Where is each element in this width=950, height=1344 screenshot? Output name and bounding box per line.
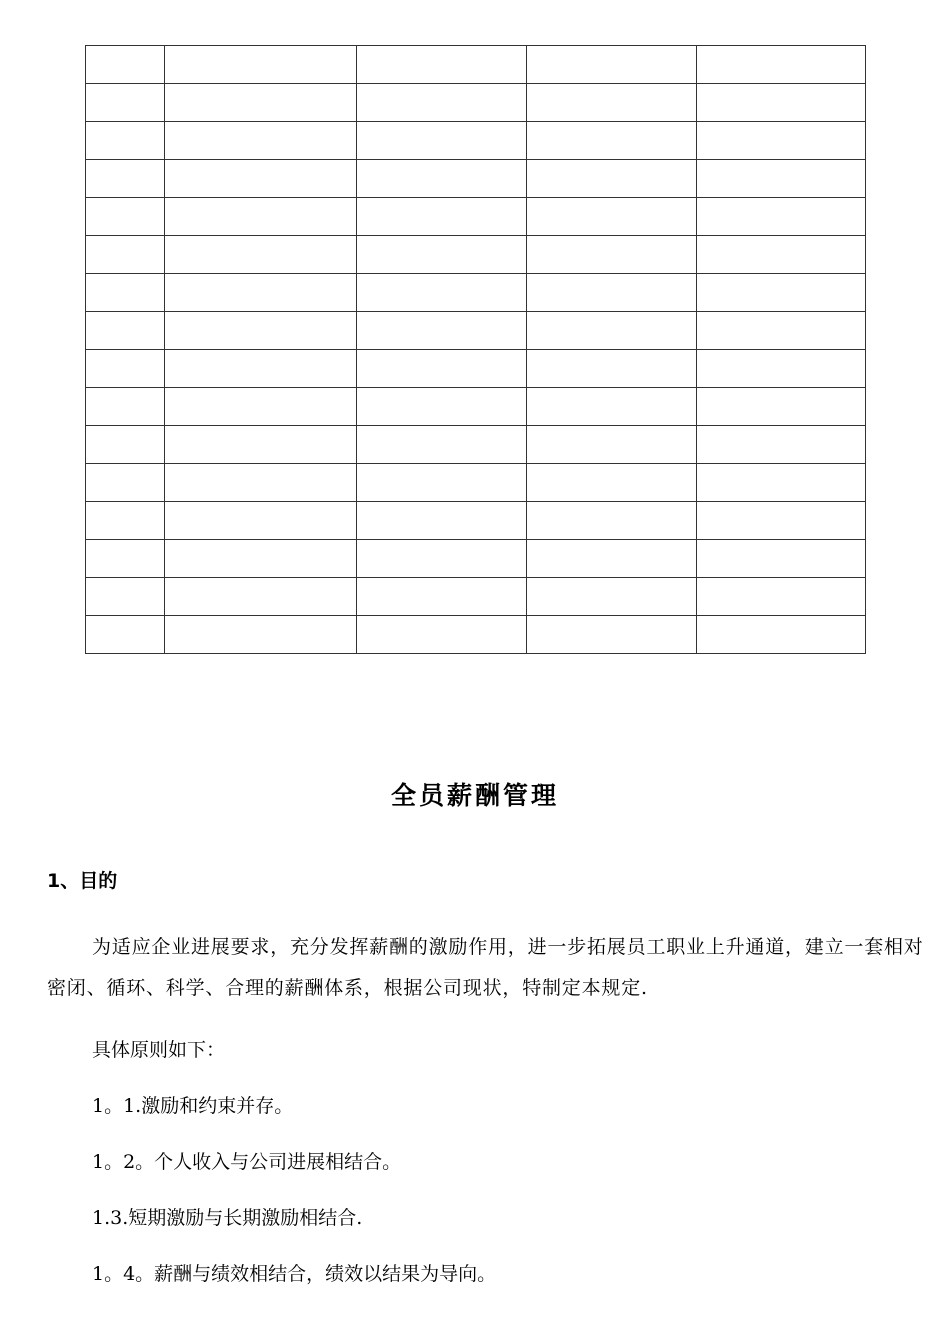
- table-row: [86, 160, 866, 198]
- table-cell: [86, 350, 165, 388]
- table-cell: [357, 388, 527, 426]
- table-cell: [86, 388, 165, 426]
- principle-item-2: 1。2。个人收入与公司进展相结合。: [92, 1151, 402, 1173]
- table-cell: [697, 312, 866, 350]
- table-row: [86, 122, 866, 160]
- table-cell: [86, 236, 165, 274]
- table-row: [86, 540, 866, 578]
- table-row: [86, 578, 866, 616]
- table-cell: [527, 388, 697, 426]
- table-cell: [697, 160, 866, 198]
- table-cell: [527, 350, 697, 388]
- table-cell: [357, 464, 527, 502]
- table-cell: [527, 312, 697, 350]
- table-cell: [527, 578, 697, 616]
- table-cell: [165, 426, 357, 464]
- table-row: [86, 616, 866, 654]
- table-row: [86, 388, 866, 426]
- principle-item-1: 1。1.激励和约束并存。: [92, 1095, 294, 1117]
- table-cell: [697, 540, 866, 578]
- section-heading-purpose: 1、目的: [47, 870, 118, 892]
- table-cell: [86, 464, 165, 502]
- blank-grid-body: [86, 46, 866, 654]
- table-cell: [86, 426, 165, 464]
- principle-item-4: 1。4。薪酬与绩效相结合，绩效以结果为导向。: [92, 1263, 497, 1285]
- table-cell: [527, 616, 697, 654]
- table-cell: [527, 198, 697, 236]
- document-title: 全员薪酬管理: [390, 781, 559, 810]
- table-cell: [357, 616, 527, 654]
- table-cell: [697, 578, 866, 616]
- table-cell: [527, 502, 697, 540]
- table-cell: [697, 274, 866, 312]
- table-cell: [697, 502, 866, 540]
- table-cell: [165, 84, 357, 122]
- table-cell: [527, 274, 697, 312]
- table-cell: [697, 84, 866, 122]
- table-cell: [527, 46, 697, 84]
- table-cell: [357, 198, 527, 236]
- table-cell: [357, 84, 527, 122]
- table-cell: [697, 388, 866, 426]
- table-row: [86, 274, 866, 312]
- table-cell: [527, 122, 697, 160]
- table-cell: [86, 540, 165, 578]
- table-cell: [357, 122, 527, 160]
- table-row: [86, 236, 866, 274]
- table-cell: [357, 274, 527, 312]
- table-row: [86, 84, 866, 122]
- table-cell: [357, 502, 527, 540]
- table-cell: [697, 464, 866, 502]
- table-cell: [697, 426, 866, 464]
- table-cell: [527, 160, 697, 198]
- table-cell: [357, 160, 527, 198]
- table-cell: [86, 160, 165, 198]
- table-cell: [697, 616, 866, 654]
- table-row: [86, 312, 866, 350]
- table-cell: [527, 540, 697, 578]
- table-cell: [527, 464, 697, 502]
- table-cell: [165, 236, 357, 274]
- purpose-paragraph: 为适应企业进展要求，充分发挥薪酬的激励作用，进一步拓展员工职业上升通道，建立一套相对密闭、循环、科学、合理的薪酬体系，根据公司现状，特制定本规定.: [47, 936, 924, 999]
- table-cell: [165, 502, 357, 540]
- table-cell: [357, 236, 527, 274]
- table-cell: [165, 274, 357, 312]
- table-cell: [86, 578, 165, 616]
- table-cell: [697, 122, 866, 160]
- table-cell: [165, 350, 357, 388]
- table-cell: [165, 464, 357, 502]
- table-row: [86, 464, 866, 502]
- table-cell: [697, 46, 866, 84]
- principles-intro: 具体原则如下：: [92, 1039, 226, 1061]
- table-cell: [86, 312, 165, 350]
- principle-item-3: 1.3.短期激励与长期激励相结合.: [92, 1207, 363, 1229]
- table-cell: [86, 122, 165, 160]
- table-cell: [86, 274, 165, 312]
- table-cell: [86, 502, 165, 540]
- table-cell: [697, 350, 866, 388]
- table-cell: [165, 616, 357, 654]
- table-cell: [165, 388, 357, 426]
- table-cell: [697, 198, 866, 236]
- table-row: [86, 502, 866, 540]
- table-cell: [165, 160, 357, 198]
- table-cell: [357, 426, 527, 464]
- blank-grid-table: [85, 45, 866, 654]
- table-row: [86, 46, 866, 84]
- table-cell: [86, 198, 165, 236]
- table-cell: [86, 616, 165, 654]
- table-cell: [527, 236, 697, 274]
- table-cell: [86, 84, 165, 122]
- table-cell: [697, 236, 866, 274]
- table-cell: [86, 46, 165, 84]
- table-cell: [357, 540, 527, 578]
- table-row: [86, 198, 866, 236]
- table-cell: [165, 122, 357, 160]
- table-cell: [527, 426, 697, 464]
- table-cell: [357, 578, 527, 616]
- table-cell: [165, 46, 357, 84]
- table-cell: [357, 312, 527, 350]
- table-cell: [165, 578, 357, 616]
- table-row: [86, 426, 866, 464]
- table-cell: [357, 350, 527, 388]
- table-cell: [357, 46, 527, 84]
- table-row: [86, 350, 866, 388]
- table-cell: [527, 84, 697, 122]
- table-cell: [165, 312, 357, 350]
- table-cell: [165, 198, 357, 236]
- table-cell: [165, 540, 357, 578]
